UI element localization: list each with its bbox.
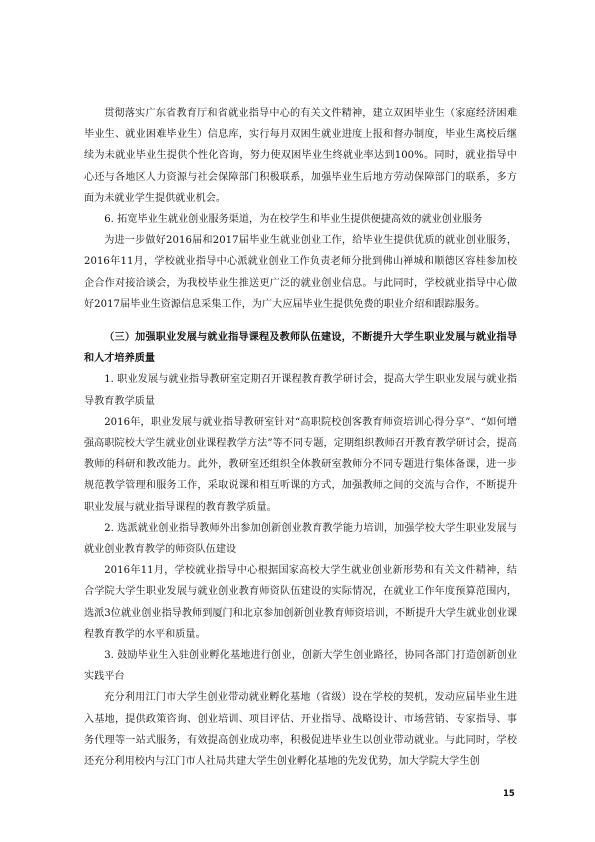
heading-teacher-training: 2. 选派就业创业指导教师外出参加创新创业教育教学能力培训，加强学校大学生职业发展与就业创业教育教学的师资队伍建设 [84, 522, 517, 556]
page-body [84, 103, 517, 772]
heading-expand-service-channels: 6. 拓宽毕业生就业创业服务渠道，为在校学生和毕业生提供便捷高效的就业创业服务 [104, 214, 483, 226]
paragraph-teacher-training: 2016年11月，学校就业指导中心根据国家高校大学生就业创业新形势和有关文件精神，结合学院大学生职业发展与就业创业教育师资队伍建设的实际情况，在就业工作年度预算范围内，选派3位就业创业指导教师到厦门和北京参加创新创业教育师资培训，不断提升大学生就业创业课程教育教学的水平和质量。 [84, 565, 517, 640]
paragraph-double-difficulty-graduates: 贯彻落实广东省教育厅和省就业指导中心的有关文件精神，建立双困毕业生（家庭经济困难毕业生、就业困难毕业生）信息库，实行每月双困生就业进度上报和督办制度，毕业生离校后继续为未就业毕业生提供个性化咨询，努力使双困毕业生终就业率达到100%。同时，就业指导中心还与各地区人力资源与社会保障部门积极联系，加强毕业生后地方劳动保障部门的联系，多方面为未就业学生提供就业机会。 [84, 108, 517, 204]
paragraph-incubation-base: 充分利用江门市大学生创业带动就业孵化基地（省级）设在学校的契机，发动应届毕业生进入基地，提供政策咨询、创业培训、项目评估、开业指导、战略设计、市场营销、专家指导、事务代理等一站式服务，有效提高创业成功率，积极促进毕业生以创业带动就业。与此同时，学校还充分利用校内与江门市人社局共建大学生创业孵化基地的先发优势，加大学院大学生创 [84, 692, 517, 768]
paragraph-service-channels: 为进一步做好2016届和2017届毕业生就业创业工作，给毕业生提供优质的就业创业服务，2016年11月，学校就业指导中心派就业创业工作负责老师分批到佛山禅城和顺德区容桂参加校企合作对接洽谈会，为我校毕业生推送更广泛的就业创业信息。与此同时，学校就业指导中心做好2017届毕业生资源信息采集工作，为广大应届毕业生提供免费的职业介绍和跟踪服务。 [84, 235, 517, 310]
paragraph-teaching-seminars: 2016年，职业发展与就业指导教研室针对“高职院校创客教育师资培训心得分享”、“如何增强高职院校大学生就业创业课程教学方法”等不同专题，定期组织教师召开教育教学研讨会，提高教师的科研和教改能力。此外，教研室还组织全体教研室教师分不同专题进行集体备课，进一步规范教学管理和服务工作，采取说课和相互听课的方式，加强教师之间的交流与合作，不断提升职业发展与就业指导课程的教育教学质量。 [84, 416, 517, 513]
section-heading-3: （三）加强职业发展与就业指导课程及教师队伍建设，不断提升大学生职业发展与就业指导和人才培养质量 [84, 332, 517, 365]
page-number: 15 [503, 789, 515, 799]
heading-incubation-base: 3. 鼓励毕业生入驻创业孵化基地进行创业，创新大学生创业路径，协同各部门打造创新创业实践平台 [84, 650, 517, 683]
heading-teaching-seminars: 1. 职业发展与就业指导教研室定期召开课程教育教学研讨会，提高大学生职业发展与就业指导教育教学质量 [84, 374, 517, 407]
